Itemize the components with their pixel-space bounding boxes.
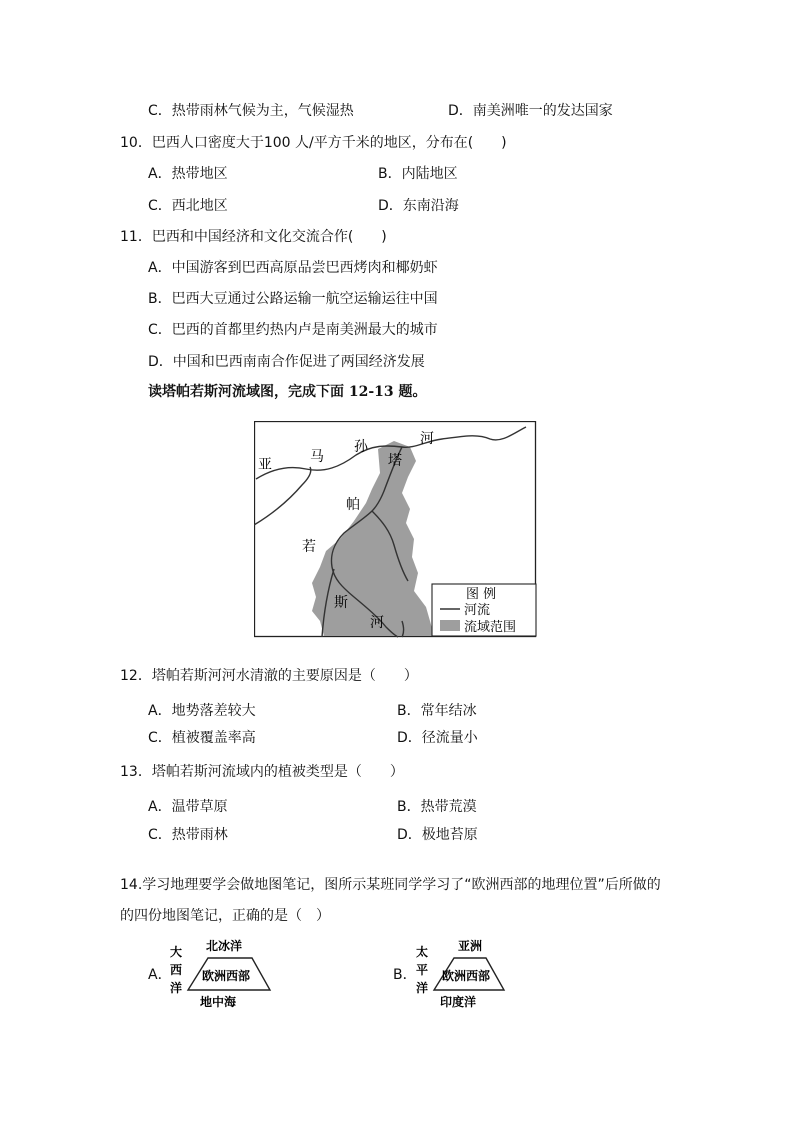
q10-option-d: D．东南沿海 xyxy=(378,198,459,214)
q13-option-c: C．热带雨林 xyxy=(148,827,228,843)
q14-option-a-label: A． xyxy=(148,967,172,983)
diag-a-center: 欧洲西部 xyxy=(202,969,251,983)
legend-basin-swatch xyxy=(440,620,460,631)
diag-b-left-1: 太 xyxy=(416,945,429,959)
q11-option-d: D．中国和巴西南南合作促进了两国经济发展 xyxy=(148,354,425,370)
q10-option-c: C．西北地区 xyxy=(148,198,228,214)
q10-option-a: A．热带地区 xyxy=(148,166,228,182)
q12-option-d: D．径流量小 xyxy=(397,730,478,746)
q11-option-a: A．中国游客到巴西高原品尝巴西烤肉和椰奶虾 xyxy=(148,260,438,276)
amazon-label-2: 马 xyxy=(310,449,324,465)
q14-diagram-b xyxy=(410,936,522,1012)
q9-option-d: D．南美洲唯一的发达国家 xyxy=(448,103,613,119)
amazon-label-1: 亚 xyxy=(258,457,272,473)
diag-b-center: 欧洲西部 xyxy=(442,969,491,983)
legend-basin-label: 流域范围 xyxy=(464,620,517,635)
q14-option-b-label: B． xyxy=(393,967,417,983)
q10-stem: 10．巴西人口密度大于100 人/平方千米的地区，分布在( ) xyxy=(120,135,507,151)
q12-stem: 12．塔帕若斯河河水清澈的主要原因是（ ） xyxy=(120,668,418,684)
diag-a-left-2: 西 xyxy=(170,963,183,977)
diag-b-left-3: 洋 xyxy=(416,981,429,995)
q12-option-b: B．常年结冰 xyxy=(397,703,477,719)
diag-a-left-3: 洋 xyxy=(170,981,183,995)
q13-stem: 13．塔帕若斯河流域内的植被类型是（ ） xyxy=(120,764,404,780)
tapajos-label-3: 若 xyxy=(302,539,316,555)
map-legend xyxy=(432,584,536,636)
q13-option-a: A．温带草原 xyxy=(148,799,228,815)
q11-option-c: C．巴西的首都里约热内卢是南美洲最大的城市 xyxy=(148,322,438,338)
q10-option-b: B．内陆地区 xyxy=(378,166,458,182)
diag-b-bottom: 印度洋 xyxy=(440,995,477,1009)
tapajos-label-1: 塔 xyxy=(388,453,402,469)
q14-stem-line1: 14.学习地理要学会做地图笔记，图所示某班同学学习了“欧洲西部的地理位置”后所做的 xyxy=(120,877,661,893)
legend-title: 图 例 xyxy=(466,587,497,602)
q11-option-b: B．巴西大豆通过公路运输一航空运输运往中国 xyxy=(148,291,438,307)
diag-a-bottom: 地中海 xyxy=(200,995,237,1009)
legend-river-label: 河流 xyxy=(464,603,491,618)
amazon-label-4: 河 xyxy=(420,431,434,447)
q12-option-c: C．植被覆盖率高 xyxy=(148,730,256,746)
intro-12-13: 读塔帕若斯河流域图，完成下面 12-13 题。 xyxy=(148,384,427,400)
diag-b-top: 亚洲 xyxy=(458,939,483,953)
tapajos-label-5: 河 xyxy=(370,615,384,631)
diag-a-top: 北冰洋 xyxy=(206,939,243,953)
tapajos-basin-map xyxy=(254,421,538,639)
diag-a-left-1: 大 xyxy=(170,945,183,959)
q12-option-a: A．地势落差较大 xyxy=(148,703,256,719)
q14-stem-line2: 的四份地图笔记，正确的是（ ） xyxy=(120,908,330,924)
tapajos-label-2: 帕 xyxy=(346,497,360,513)
q9-option-c: C．热带雨林气候为主，气候湿热 xyxy=(148,103,354,119)
q14-diagram-a xyxy=(164,936,276,1012)
diag-b-left-2: 平 xyxy=(416,963,429,977)
q11-stem: 11．巴西和中国经济和文化交流合作( ) xyxy=(120,229,387,245)
q13-option-b: B．热带荒漠 xyxy=(397,799,477,815)
q13-option-d: D．极地苔原 xyxy=(397,827,478,843)
tapajos-label-4: 斯 xyxy=(334,595,348,611)
amazon-label-3: 孙 xyxy=(354,439,368,455)
